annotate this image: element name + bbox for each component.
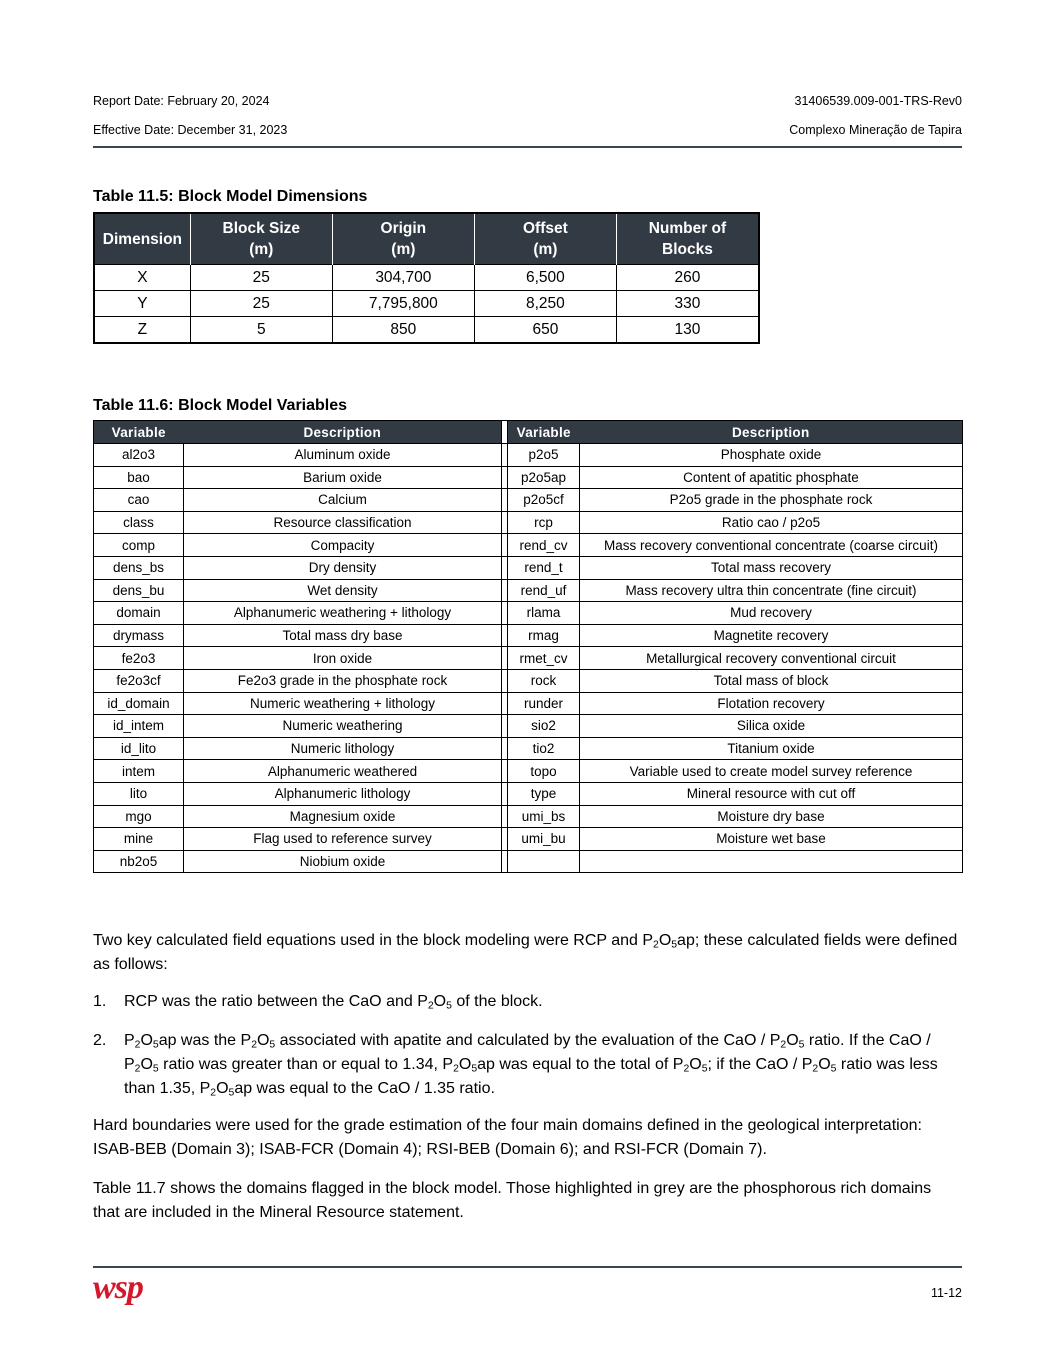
table-11-5-caption: Table 11.5: Block Model Dimensions: [93, 188, 368, 205]
table-cell: umi_bs: [508, 805, 580, 828]
table-11-6-caption: Table 11.6: Block Model Variables: [93, 397, 348, 414]
table-cell: Alphanumeric weathered: [184, 760, 502, 783]
table-row: [94, 850, 963, 873]
table-cell: rend_uf: [508, 579, 580, 602]
table-cell: Total mass recovery: [580, 556, 963, 579]
table-row: [94, 760, 963, 783]
table-cell: 304,700: [332, 265, 474, 291]
table-cell: 5: [190, 317, 332, 344]
table-cell: Mud recovery: [580, 602, 963, 625]
table-cell: domain: [94, 602, 184, 625]
table-row: [94, 556, 963, 579]
table-cell: Ratio cao / p2o5: [580, 511, 963, 534]
header-divider: [93, 146, 962, 148]
paragraph-calculated-fields: Two key calculated field equations used in the block modeling were RCP and $P_2O_5ap$; these calculated fields were defined as follows:: [93, 932, 958, 973]
column-header: Variable: [508, 421, 580, 444]
table-cell: Moisture dry base: [580, 805, 963, 828]
table-cell: 130: [616, 317, 759, 344]
table-cell: nb2o5: [94, 850, 184, 873]
table-cell: Fe2o3 grade in the phosphate rock: [184, 669, 502, 692]
table-cell: 330: [616, 291, 759, 317]
table-cell: Resource classification: [184, 511, 502, 534]
table-cell: 850: [332, 317, 474, 344]
column-header: Description: [580, 421, 963, 444]
list-number: 2.: [93, 1032, 107, 1049]
table-cell: 25: [190, 291, 332, 317]
table-cell: cao: [94, 489, 184, 512]
table-row: [94, 647, 963, 670]
table-cell: Wet density: [184, 579, 502, 602]
document-number: 31406539.009-001-TRS-Rev0: [794, 94, 962, 108]
table-cell: Alphanumeric weathering + lithology: [184, 602, 502, 625]
table-cell: Aluminum oxide: [184, 444, 502, 467]
table-cell: X: [94, 265, 190, 291]
table-cell: tio2: [508, 737, 580, 760]
table-cell: topo: [508, 760, 580, 783]
table-cell: dens_bs: [94, 556, 184, 579]
table-cell: rmet_cv: [508, 647, 580, 670]
table-cell: rend_t: [508, 556, 580, 579]
table-cell: p2o5: [508, 444, 580, 467]
table-cell: id_lito: [94, 737, 184, 760]
table-cell: umi_bu: [508, 828, 580, 851]
table-cell: comp: [94, 534, 184, 557]
table-cell: p2o5cf: [508, 489, 580, 512]
table-row: [94, 602, 963, 625]
table-cell: P2o5 grade in the phosphate rock: [580, 489, 963, 512]
table-cell: mgo: [94, 805, 184, 828]
table-row: [94, 444, 963, 467]
list-number: 1.: [93, 993, 107, 1010]
table-row: [94, 624, 963, 647]
table-cell: 25: [190, 265, 332, 291]
table-cell: rock: [508, 669, 580, 692]
footer-divider: [93, 1266, 962, 1268]
table-cell: Z: [94, 317, 190, 344]
table-row: [94, 715, 963, 738]
table-cell: Niobium oxide: [184, 850, 502, 873]
table-row: [94, 291, 759, 317]
table-cell: 6,500: [474, 265, 616, 291]
table-cell: Flag used to reference survey: [184, 828, 502, 851]
table-row: [94, 489, 963, 512]
table-cell: bao: [94, 466, 184, 489]
table-cell: Y: [94, 291, 190, 317]
table-cell: rend_cv: [508, 534, 580, 557]
table-row: [94, 669, 963, 692]
table-cell: Total mass of block: [580, 669, 963, 692]
column-header: Offset (m): [474, 213, 616, 265]
block-model-dimensions-table: [93, 212, 760, 344]
table-cell: p2o5ap: [508, 466, 580, 489]
table-cell: rlama: [508, 602, 580, 625]
table-cell: Iron oxide: [184, 647, 502, 670]
table-cell: Flotation recovery: [580, 692, 963, 715]
column-header: Block Size (m): [190, 213, 332, 265]
table-cell: Magnetite recovery: [580, 624, 963, 647]
column-header: Description: [184, 421, 502, 444]
table-cell: Barium oxide: [184, 466, 502, 489]
table-cell: rmag: [508, 624, 580, 647]
table-cell: Phosphate oxide: [580, 444, 963, 467]
effective-date: Effective Date: December 31, 2023: [93, 123, 288, 137]
table-row: [94, 805, 963, 828]
table-cell: Calcium: [184, 489, 502, 512]
table-cell: Dry density: [184, 556, 502, 579]
table-cell: fe2o3: [94, 647, 184, 670]
table-row: [94, 466, 963, 489]
column-header: Variable: [94, 421, 184, 444]
table-cell: Metallurgical recovery conventional circuit: [580, 647, 963, 670]
table-cell: type: [508, 782, 580, 805]
column-header: Dimension: [94, 213, 190, 265]
table-row: [94, 317, 759, 344]
table-cell: Content of apatitic phosphate: [580, 466, 963, 489]
table-cell: Numeric weathering + lithology: [184, 692, 502, 715]
wsp-logo-text: wsp: [93, 1274, 143, 1306]
table-row: [94, 737, 963, 760]
table-cell: Moisture wet base: [580, 828, 963, 851]
list-text: $P_2O_5ap$ was the $P_2O_5$ associated with apatite and calculated by the evaluation of the CaO / $P_2O_5$ ratio. If the CaO / $P_2O_5$ ratio was greater than or equal to 1.34, $P_2O_5ap$ was equal to the total of $P_2O_5$; if the CaO / $P_2O_5$ ratio was less than 1.35, $P_2O_5ap$ was equal to the CaO / 1.35 ratio.: [124, 1032, 938, 1099]
table-cell: Mineral resource with cut off: [580, 782, 963, 805]
table-cell: Numeric lithology: [184, 737, 502, 760]
table-cell: rcp: [508, 511, 580, 534]
block-model-variables-table: [93, 420, 963, 873]
table-row: [94, 692, 963, 715]
table-cell: lito: [94, 782, 184, 805]
table-cell: runder: [508, 692, 580, 715]
table-cell: Silica oxide: [580, 715, 963, 738]
table-cell: Total mass dry base: [184, 624, 502, 647]
table-row: [94, 579, 963, 602]
paragraph-table-reference: Table 11.7 shows the domains flagged in the block model. Those highlighted in grey are the phosphorous rich domains that are included in the Mineral Resource statement.: [93, 1180, 932, 1221]
table-cell: fe2o3cf: [94, 669, 184, 692]
table-cell: mine: [94, 828, 184, 851]
column-header: Origin (m): [332, 213, 474, 265]
table-row: [94, 511, 963, 534]
table-cell: Titanium oxide: [580, 737, 963, 760]
table-cell: Variable used to create model survey reference: [580, 760, 963, 783]
table-cell: 650: [474, 317, 616, 344]
report-date: Report Date: February 20, 2024: [93, 94, 270, 108]
wsp-logo: [93, 1274, 159, 1315]
list-text: RCP was the ratio between the CaO and $P_2O_5$ of the block.: [124, 993, 543, 1012]
table-cell: Numeric weathering: [184, 715, 502, 738]
table-cell: id_intem: [94, 715, 184, 738]
table-cell: [580, 850, 963, 873]
table-cell: sio2: [508, 715, 580, 738]
table-cell: 8,250: [474, 291, 616, 317]
table-cell: Mass recovery conventional concentrate (coarse circuit): [580, 534, 963, 557]
paragraph-hard-boundaries: Hard boundaries were used for the grade estimation of the four main domains defined in the geological interpretation: ISAB-BEB (Domain 3); ISAB-FCR (Domain 4); RSI-BEB (Domain 6); and RSI-FCR (Domain 7).: [93, 1117, 922, 1158]
table-cell: intem: [94, 760, 184, 783]
table-row: [94, 534, 963, 557]
table-row: [94, 265, 759, 291]
table-row: [94, 782, 963, 805]
page-number: 11-12: [930, 1286, 962, 1300]
table-cell: Alphanumeric lithology: [184, 782, 502, 805]
table-cell: Magnesium oxide: [184, 805, 502, 828]
table-cell: al2o3: [94, 444, 184, 467]
column-header: Number of Blocks: [616, 213, 759, 265]
table-row: [94, 828, 963, 851]
project-name: Complexo Mineração de Tapira: [789, 123, 962, 137]
table-cell: Mass recovery ultra thin concentrate (fine circuit): [580, 579, 963, 602]
table-cell: dens_bu: [94, 579, 184, 602]
table-cell: id_domain: [94, 692, 184, 715]
table-cell: 7,795,800: [332, 291, 474, 317]
table-cell: Compacity: [184, 534, 502, 557]
table-cell: class: [94, 511, 184, 534]
table-cell: [508, 850, 580, 873]
table-cell: 260: [616, 265, 759, 291]
table-cell: drymass: [94, 624, 184, 647]
